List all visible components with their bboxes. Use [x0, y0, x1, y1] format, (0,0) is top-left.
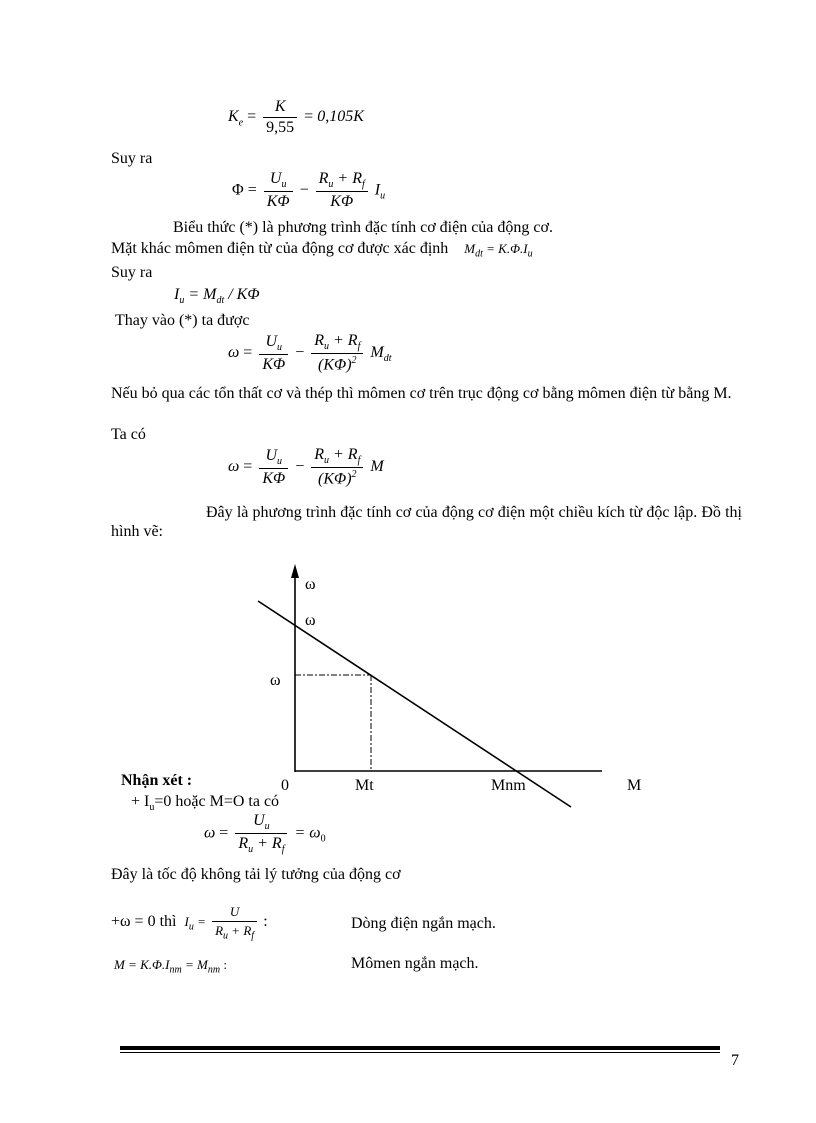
graph-mt-label: Mt: [355, 777, 374, 794]
text-dong-dien: Dòng điện ngắn mạch.: [351, 915, 496, 932]
text-ta-co: Ta có: [111, 426, 146, 443]
text-mat-khac: Mặt khác mômen điện từ của động cơ được xác định $M_{dt} = K.\Phi.I_u$: [111, 240, 533, 260]
text-iu-zero: + $I_u=0$ hoặc M=O ta có: [131, 793, 280, 814]
graph-y-axis-label: ω: [305, 576, 316, 593]
graph-omega-label: ω: [270, 672, 281, 689]
equation-omega-m: ω = $\frac{U_u}{K\Phi}$ − $\frac{R_u + R_f}{(K\Phi)^2}$ M: [228, 446, 384, 488]
text-suy-ra-2: Suy ra: [111, 264, 153, 281]
graph-x-axis-label: M: [627, 777, 642, 794]
text-neu: Nếu bỏ qua các tổn thất cơ và thép thì mômen cơ trên trục động cơ bằng mômen điện từ bằng M.: [111, 385, 732, 402]
equation-omega0: ω = $\frac{U_u}{R_u + R_f}$ = $\omega_0$: [204, 812, 326, 856]
graph-origin-label: 0: [281, 777, 289, 794]
footer-rule-thick: [120, 1046, 720, 1050]
equation-short-torque: $M = K.\Phi.I_{nm} = M_{nm}$ :: [114, 957, 227, 976]
equation-short-current: +ω = 0 thì $I_u$ = $\frac{U}{R_u + R_f}$ :: [111, 904, 268, 942]
text-toc-do: Đây là tốc độ không tải lý tưởng của động cơ: [111, 866, 401, 883]
equation-omega-mdt: ω = $\frac{U_u}{K\Phi}$ − $\frac{R_u + R_f}{(K\Phi)^2}$ $M_{dt}$: [228, 332, 392, 374]
equation-ke: $K_e$ = $\frac{K}{9,55}$ = 0,105K: [228, 98, 364, 136]
equation-phi: Φ = $\frac{U_u}{K\Phi}$ − $\frac{R_u + R_f}{K\Phi}$ $I_u$: [232, 170, 386, 211]
equation-iu: $I_u = M_{dt} / K\Phi$: [174, 286, 260, 307]
graph-omega0-label: ω: [305, 612, 316, 629]
text-bieu-thuc: Biểu thức (*) là phương trình đặc tính cơ điện của động cơ.: [173, 219, 553, 236]
text-suy-ra-1: Suy ra: [111, 150, 153, 167]
text-thay-vao: Thay vào (*) ta được: [115, 312, 250, 329]
text-momen-nm: Mômen ngắn mạch.: [351, 955, 479, 972]
text-day-la: Đây là phương trình đặc tính cơ của động cơ điện một chiều kích từ độc lập. Đồ thị hình vẽ:: [111, 504, 742, 540]
footer-rule-thin: [120, 1052, 720, 1053]
page-number: 7: [731, 1052, 739, 1069]
text-nhan-xet: Nhận xét :: [121, 772, 193, 789]
graph-mnm-label: Mnm: [491, 777, 526, 794]
y-axis-arrow: [291, 564, 299, 578]
